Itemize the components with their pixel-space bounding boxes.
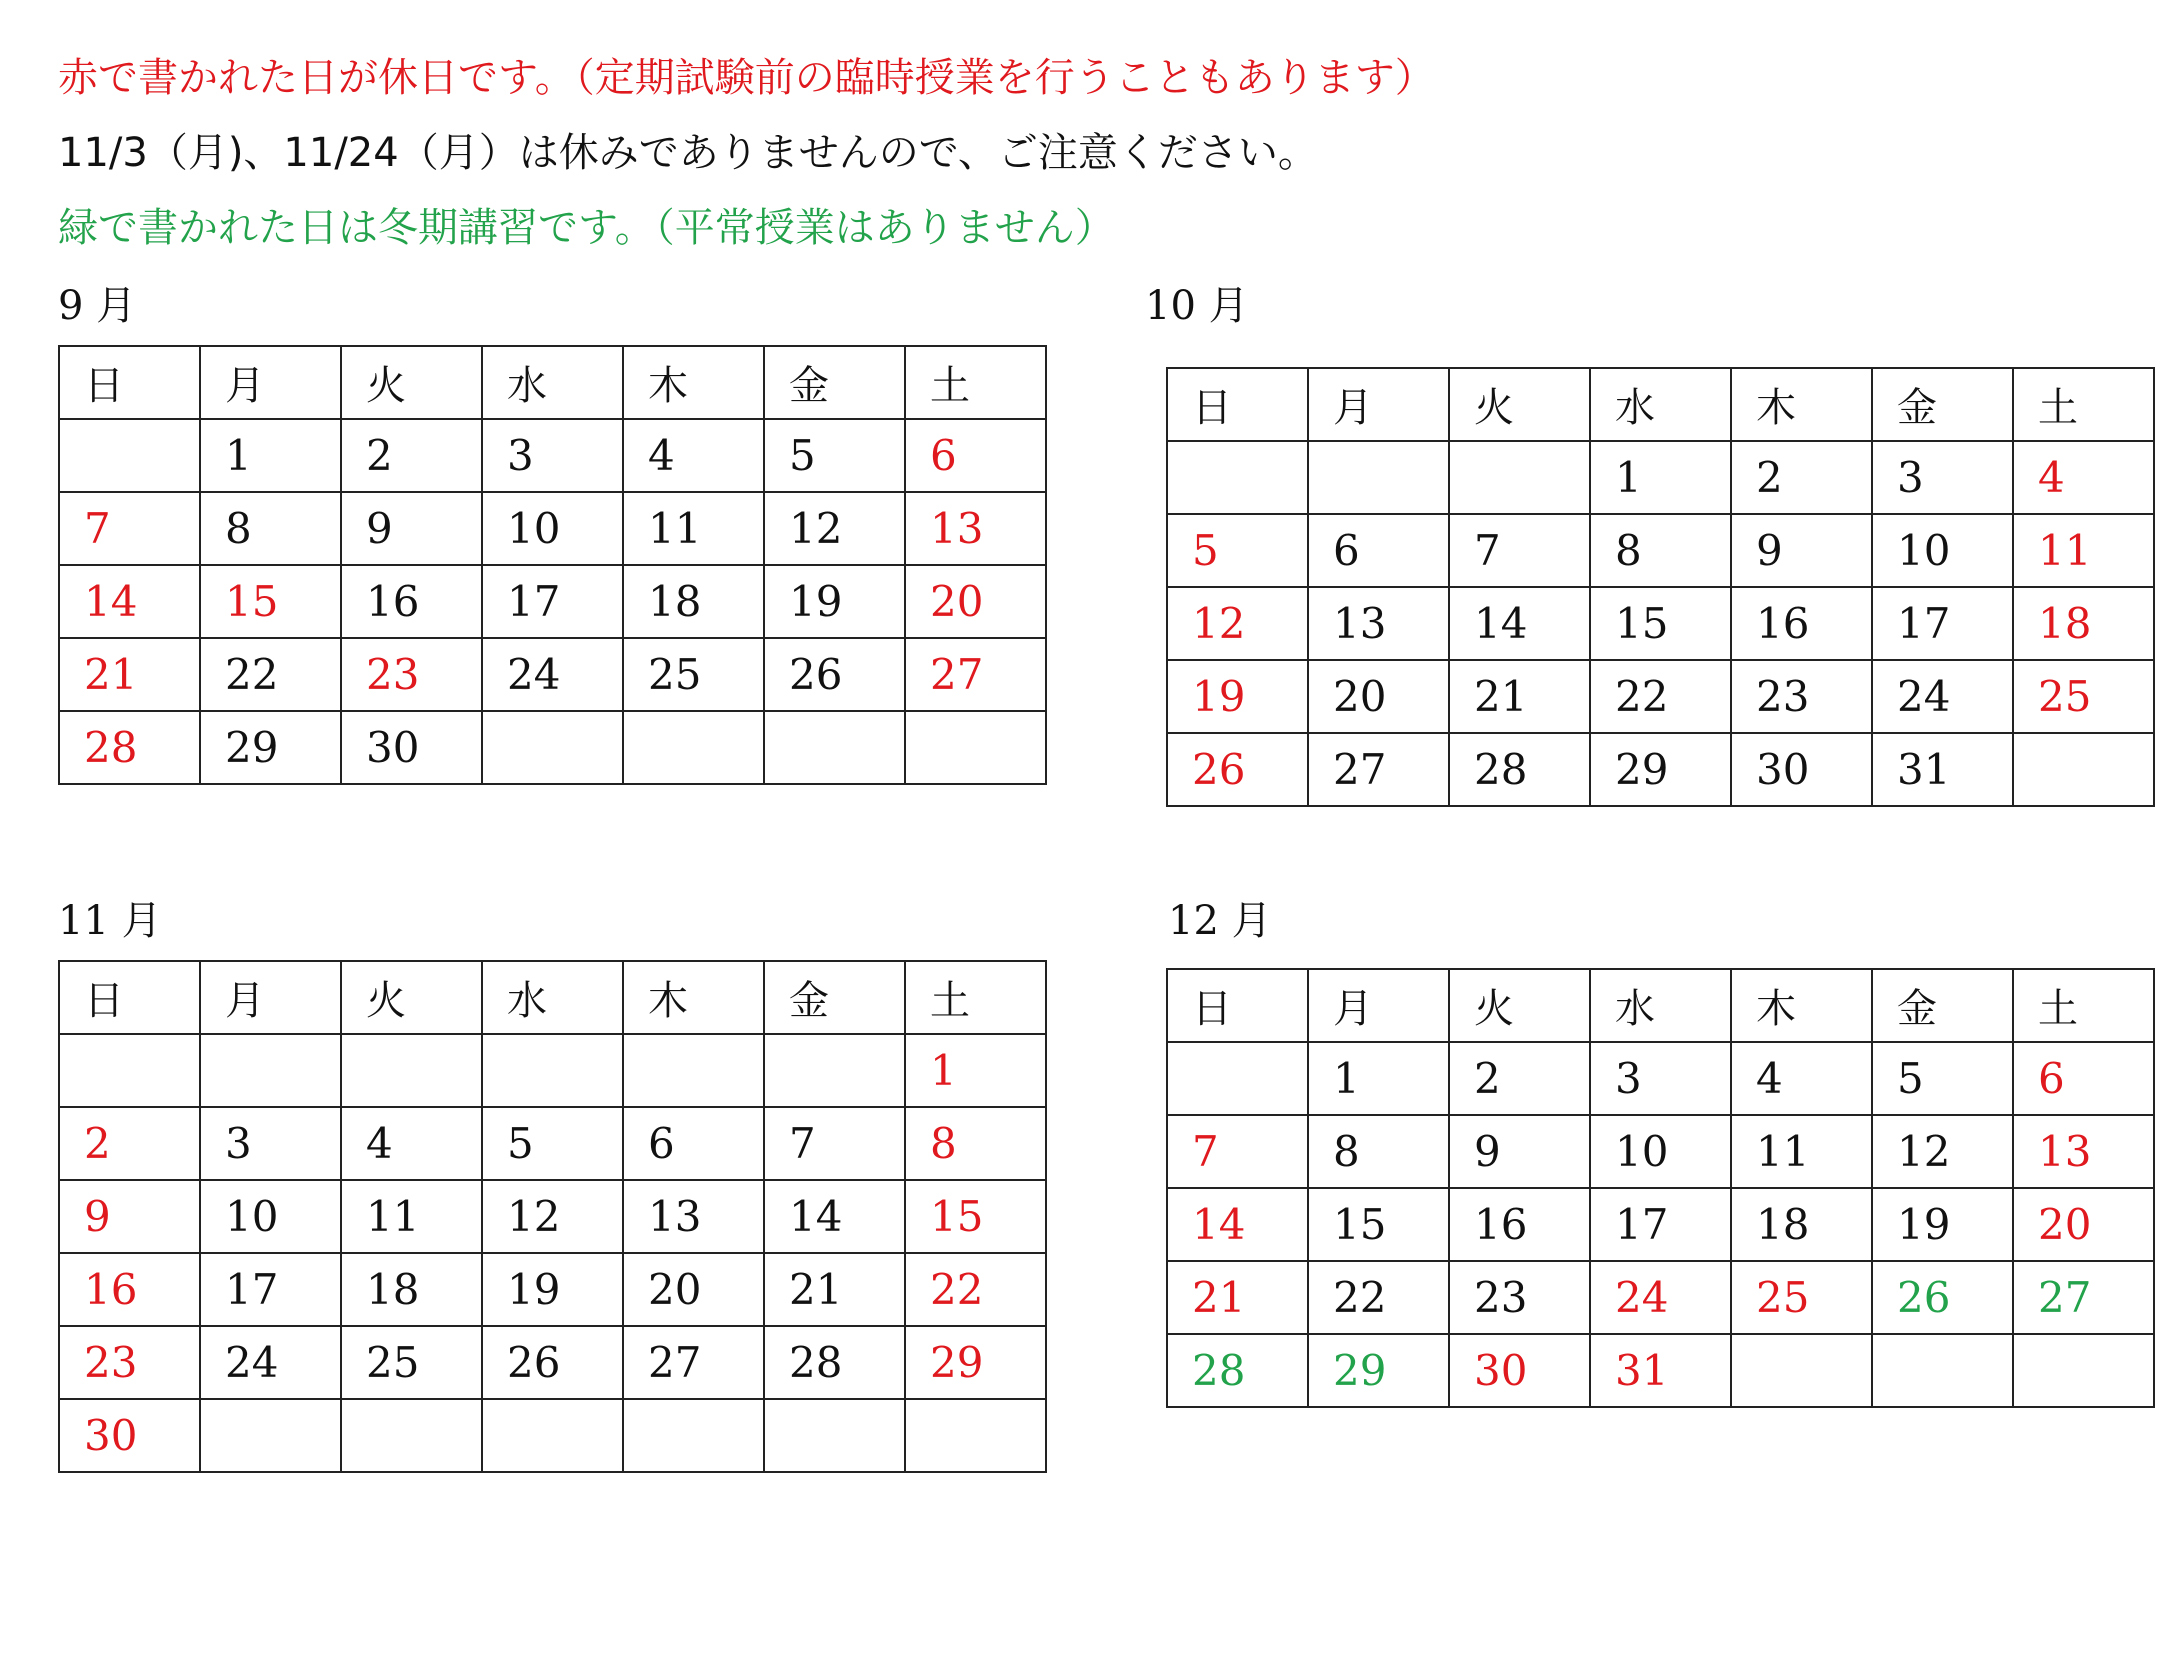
day-cell: 7 bbox=[1449, 514, 1590, 587]
day-cell: 10 bbox=[200, 1180, 341, 1253]
holiday-notice: 赤で書かれた日が休日です。（定期試験前の臨時授業を行うこともあります） bbox=[58, 55, 1435, 101]
day-cell: 18 bbox=[1731, 1188, 1872, 1261]
weekday-header-row bbox=[1167, 969, 2154, 1042]
weekday-header: 火 bbox=[341, 961, 482, 1034]
weekday-header: 水 bbox=[1590, 969, 1731, 1042]
weekday-header: 土 bbox=[905, 346, 1046, 419]
day-cell: 19 bbox=[482, 1253, 623, 1326]
empty-day-cell bbox=[764, 1399, 905, 1472]
day-cell: 12 bbox=[1167, 587, 1308, 660]
week-row bbox=[59, 1253, 1046, 1326]
day-cell: 21 bbox=[764, 1253, 905, 1326]
day-cell: 3 bbox=[482, 419, 623, 492]
week-row bbox=[59, 1180, 1046, 1253]
day-cell: 24 bbox=[1590, 1261, 1731, 1334]
day-cell: 5 bbox=[1872, 1042, 2013, 1115]
day-cell: 11 bbox=[341, 1180, 482, 1253]
day-cell: 28 bbox=[59, 711, 200, 784]
week-row bbox=[1167, 1115, 2154, 1188]
day-cell: 26 bbox=[764, 638, 905, 711]
day-cell: 27 bbox=[2013, 1261, 2154, 1334]
weekday-header: 月 bbox=[200, 961, 341, 1034]
weekday-header: 金 bbox=[1872, 368, 2013, 441]
calendar-october bbox=[1166, 367, 2155, 807]
day-cell: 16 bbox=[341, 565, 482, 638]
day-cell: 25 bbox=[2013, 660, 2154, 733]
day-cell: 9 bbox=[59, 1180, 200, 1253]
day-cell: 9 bbox=[1449, 1115, 1590, 1188]
day-cell: 19 bbox=[1167, 660, 1308, 733]
weekday-header: 金 bbox=[1872, 969, 2013, 1042]
day-cell: 20 bbox=[1308, 660, 1449, 733]
day-cell: 15 bbox=[1590, 587, 1731, 660]
day-cell: 1 bbox=[905, 1034, 1046, 1107]
day-cell: 2 bbox=[341, 419, 482, 492]
empty-day-cell bbox=[623, 1399, 764, 1472]
week-row bbox=[1167, 1261, 2154, 1334]
day-cell: 20 bbox=[905, 565, 1046, 638]
day-cell: 13 bbox=[623, 1180, 764, 1253]
week-row bbox=[59, 492, 1046, 565]
day-cell: 14 bbox=[1167, 1188, 1308, 1261]
empty-day-cell bbox=[2013, 733, 2154, 806]
day-cell: 6 bbox=[1308, 514, 1449, 587]
day-cell: 26 bbox=[482, 1326, 623, 1399]
weekday-header: 火 bbox=[341, 346, 482, 419]
weekday-header: 金 bbox=[764, 961, 905, 1034]
day-cell: 2 bbox=[59, 1107, 200, 1180]
empty-day-cell bbox=[341, 1034, 482, 1107]
day-cell: 12 bbox=[1872, 1115, 2013, 1188]
empty-day-cell bbox=[1167, 441, 1308, 514]
week-row bbox=[1167, 1042, 2154, 1115]
day-cell: 4 bbox=[623, 419, 764, 492]
day-cell: 12 bbox=[764, 492, 905, 565]
calendar-december bbox=[1166, 968, 2155, 1408]
weekday-header: 月 bbox=[1308, 368, 1449, 441]
day-cell: 28 bbox=[1167, 1334, 1308, 1407]
day-cell: 27 bbox=[905, 638, 1046, 711]
day-cell: 7 bbox=[59, 492, 200, 565]
day-cell: 20 bbox=[623, 1253, 764, 1326]
day-cell: 10 bbox=[1872, 514, 2013, 587]
day-cell: 4 bbox=[341, 1107, 482, 1180]
weekday-header-row bbox=[59, 961, 1046, 1034]
day-cell: 29 bbox=[905, 1326, 1046, 1399]
weekday-header: 月 bbox=[1308, 969, 1449, 1042]
week-row bbox=[59, 711, 1046, 784]
day-cell: 31 bbox=[1872, 733, 2013, 806]
day-cell: 15 bbox=[200, 565, 341, 638]
weekday-header: 木 bbox=[1731, 368, 1872, 441]
day-cell: 31 bbox=[1590, 1334, 1731, 1407]
day-cell: 6 bbox=[905, 419, 1046, 492]
empty-day-cell bbox=[905, 1399, 1046, 1472]
day-cell: 17 bbox=[482, 565, 623, 638]
day-cell: 3 bbox=[1590, 1042, 1731, 1115]
empty-day-cell bbox=[482, 1034, 623, 1107]
weekday-header: 水 bbox=[1590, 368, 1731, 441]
weekday-header: 日 bbox=[59, 346, 200, 419]
weekday-header: 日 bbox=[1167, 368, 1308, 441]
day-cell: 23 bbox=[341, 638, 482, 711]
day-cell: 2 bbox=[1731, 441, 1872, 514]
weekday-header: 土 bbox=[2013, 969, 2154, 1042]
empty-day-cell bbox=[905, 711, 1046, 784]
day-cell: 9 bbox=[341, 492, 482, 565]
weekday-header: 水 bbox=[482, 346, 623, 419]
day-cell: 30 bbox=[341, 711, 482, 784]
week-row bbox=[1167, 514, 2154, 587]
day-cell: 30 bbox=[1731, 733, 1872, 806]
day-cell: 22 bbox=[200, 638, 341, 711]
day-cell: 24 bbox=[482, 638, 623, 711]
empty-day-cell bbox=[1872, 1334, 2013, 1407]
day-cell: 27 bbox=[1308, 733, 1449, 806]
week-row bbox=[59, 1399, 1046, 1472]
day-cell: 28 bbox=[1449, 733, 1590, 806]
empty-day-cell bbox=[1308, 441, 1449, 514]
day-cell: 15 bbox=[905, 1180, 1046, 1253]
day-cell: 8 bbox=[200, 492, 341, 565]
day-cell: 4 bbox=[1731, 1042, 1872, 1115]
day-cell: 13 bbox=[1308, 587, 1449, 660]
day-cell: 14 bbox=[764, 1180, 905, 1253]
day-cell: 9 bbox=[1731, 514, 1872, 587]
week-row bbox=[59, 565, 1046, 638]
winter-course-notice: 緑で書かれた日は冬期講習です。（平常授業はありません） bbox=[58, 205, 1115, 251]
day-cell: 13 bbox=[2013, 1115, 2154, 1188]
day-cell: 23 bbox=[1731, 660, 1872, 733]
day-cell: 8 bbox=[1590, 514, 1731, 587]
not-holiday-notice: 11/3（月)、11/24（月）は休みでありませんので、ご注意ください。 bbox=[58, 130, 1318, 176]
day-cell: 28 bbox=[764, 1326, 905, 1399]
day-cell: 18 bbox=[2013, 587, 2154, 660]
day-cell: 24 bbox=[1872, 660, 2013, 733]
empty-day-cell bbox=[1167, 1042, 1308, 1115]
day-cell: 4 bbox=[2013, 441, 2154, 514]
day-cell: 16 bbox=[1731, 587, 1872, 660]
week-row bbox=[1167, 441, 2154, 514]
empty-day-cell bbox=[59, 1034, 200, 1107]
calendar-november bbox=[58, 960, 1047, 1473]
day-cell: 7 bbox=[764, 1107, 905, 1180]
day-cell: 21 bbox=[1449, 660, 1590, 733]
weekday-header-row bbox=[1167, 368, 2154, 441]
empty-day-cell bbox=[764, 711, 905, 784]
week-row bbox=[1167, 1188, 2154, 1261]
day-cell: 5 bbox=[482, 1107, 623, 1180]
weekday-header: 木 bbox=[623, 961, 764, 1034]
day-cell: 19 bbox=[764, 565, 905, 638]
empty-day-cell bbox=[482, 1399, 623, 1472]
day-cell: 10 bbox=[482, 492, 623, 565]
empty-day-cell bbox=[341, 1399, 482, 1472]
empty-day-cell bbox=[200, 1034, 341, 1107]
empty-day-cell bbox=[2013, 1334, 2154, 1407]
day-cell: 14 bbox=[1449, 587, 1590, 660]
empty-day-cell bbox=[482, 711, 623, 784]
empty-day-cell bbox=[200, 1399, 341, 1472]
day-cell: 29 bbox=[200, 711, 341, 784]
day-cell: 17 bbox=[1872, 587, 2013, 660]
weekday-header: 火 bbox=[1449, 969, 1590, 1042]
day-cell: 22 bbox=[905, 1253, 1046, 1326]
day-cell: 22 bbox=[1590, 660, 1731, 733]
day-cell: 1 bbox=[1308, 1042, 1449, 1115]
month-label-september: 9 月 bbox=[58, 283, 137, 329]
day-cell: 10 bbox=[1590, 1115, 1731, 1188]
day-cell: 19 bbox=[1872, 1188, 2013, 1261]
week-row bbox=[59, 419, 1046, 492]
day-cell: 21 bbox=[59, 638, 200, 711]
weekday-header: 日 bbox=[59, 961, 200, 1034]
empty-day-cell bbox=[764, 1034, 905, 1107]
day-cell: 25 bbox=[341, 1326, 482, 1399]
day-cell: 21 bbox=[1167, 1261, 1308, 1334]
day-cell: 22 bbox=[1308, 1261, 1449, 1334]
day-cell: 18 bbox=[341, 1253, 482, 1326]
weekday-header: 水 bbox=[482, 961, 623, 1034]
weekday-header: 金 bbox=[764, 346, 905, 419]
day-cell: 12 bbox=[482, 1180, 623, 1253]
day-cell: 2 bbox=[1449, 1042, 1590, 1115]
day-cell: 11 bbox=[623, 492, 764, 565]
day-cell: 5 bbox=[764, 419, 905, 492]
day-cell: 11 bbox=[1731, 1115, 1872, 1188]
day-cell: 8 bbox=[905, 1107, 1046, 1180]
weekday-header: 木 bbox=[623, 346, 764, 419]
day-cell: 26 bbox=[1872, 1261, 2013, 1334]
day-cell: 7 bbox=[1167, 1115, 1308, 1188]
week-row bbox=[1167, 587, 2154, 660]
weekday-header: 土 bbox=[905, 961, 1046, 1034]
day-cell: 17 bbox=[200, 1253, 341, 1326]
day-cell: 14 bbox=[59, 565, 200, 638]
week-row bbox=[59, 1326, 1046, 1399]
month-label-december: 12 月 bbox=[1168, 898, 1272, 944]
day-cell: 6 bbox=[2013, 1042, 2154, 1115]
day-cell: 15 bbox=[1308, 1188, 1449, 1261]
weekday-header: 土 bbox=[2013, 368, 2154, 441]
day-cell: 30 bbox=[59, 1399, 200, 1472]
week-row bbox=[59, 638, 1046, 711]
day-cell: 24 bbox=[200, 1326, 341, 1399]
weekday-header: 月 bbox=[200, 346, 341, 419]
day-cell: 5 bbox=[1167, 514, 1308, 587]
day-cell: 11 bbox=[2013, 514, 2154, 587]
empty-day-cell bbox=[1731, 1334, 1872, 1407]
day-cell: 6 bbox=[623, 1107, 764, 1180]
weekday-header: 火 bbox=[1449, 368, 1590, 441]
day-cell: 29 bbox=[1308, 1334, 1449, 1407]
day-cell: 1 bbox=[1590, 441, 1731, 514]
day-cell: 18 bbox=[623, 565, 764, 638]
week-row bbox=[1167, 1334, 2154, 1407]
day-cell: 13 bbox=[905, 492, 1046, 565]
calendar-september bbox=[58, 345, 1047, 785]
month-label-november: 11 月 bbox=[58, 898, 162, 944]
empty-day-cell bbox=[1449, 441, 1590, 514]
week-row bbox=[1167, 660, 2154, 733]
weekday-header-row bbox=[59, 346, 1046, 419]
day-cell: 27 bbox=[623, 1326, 764, 1399]
day-cell: 1 bbox=[200, 419, 341, 492]
week-row bbox=[59, 1034, 1046, 1107]
empty-day-cell bbox=[59, 419, 200, 492]
weekday-header: 日 bbox=[1167, 969, 1308, 1042]
day-cell: 16 bbox=[1449, 1188, 1590, 1261]
day-cell: 25 bbox=[623, 638, 764, 711]
day-cell: 23 bbox=[59, 1326, 200, 1399]
day-cell: 3 bbox=[200, 1107, 341, 1180]
day-cell: 3 bbox=[1872, 441, 2013, 514]
day-cell: 20 bbox=[2013, 1188, 2154, 1261]
empty-day-cell bbox=[623, 1034, 764, 1107]
month-label-october: 10 月 bbox=[1145, 283, 1249, 329]
week-row bbox=[1167, 733, 2154, 806]
day-cell: 26 bbox=[1167, 733, 1308, 806]
day-cell: 25 bbox=[1731, 1261, 1872, 1334]
day-cell: 8 bbox=[1308, 1115, 1449, 1188]
day-cell: 29 bbox=[1590, 733, 1731, 806]
empty-day-cell bbox=[623, 711, 764, 784]
day-cell: 16 bbox=[59, 1253, 200, 1326]
week-row bbox=[59, 1107, 1046, 1180]
day-cell: 17 bbox=[1590, 1188, 1731, 1261]
day-cell: 23 bbox=[1449, 1261, 1590, 1334]
day-cell: 30 bbox=[1449, 1334, 1590, 1407]
weekday-header: 木 bbox=[1731, 969, 1872, 1042]
